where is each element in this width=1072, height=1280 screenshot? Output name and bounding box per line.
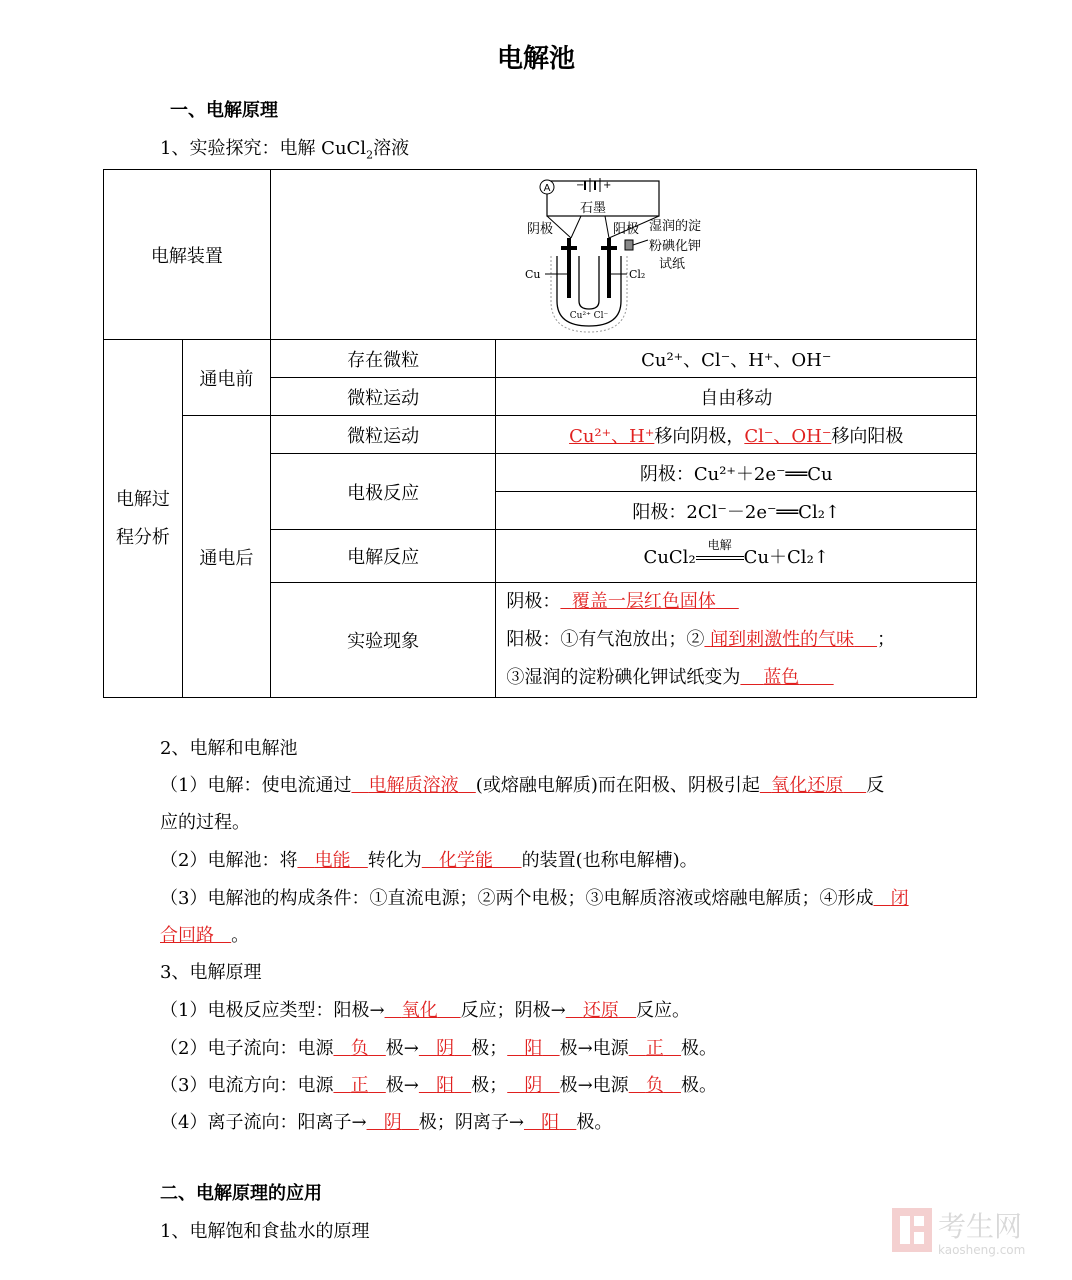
row-cathode-reaction: 阴极：Cu²⁺＋2e⁻══Cu — [496, 454, 977, 492]
section-heading-1: 一、电解原理 — [170, 100, 278, 121]
s3-heading: 3、电解原理 — [160, 962, 262, 983]
device-diagram-cell — [270, 170, 976, 340]
row-motion2-label: 微粒运动 — [270, 416, 496, 454]
row-phenomena-label: 实验现象 — [270, 583, 496, 698]
row-motion-label: 微粒运动 — [270, 378, 496, 416]
reaction-condition: 电解 — [707, 538, 732, 552]
s2-p2: （2）电解池：将 电能 转化为 化学能 的装置(也称电解槽)。 — [160, 850, 698, 871]
s3-l1: （1）电极反应类型：阳极→ 氧化 反应；阴极→ 还原 反应。 — [160, 1000, 691, 1021]
row-phenomena-value: 阴极： 覆盖一层红色固体 阳极：①有气泡放出；② 闻到刺激性的气味 ； ③湿润的淀粉碘化钾试纸变为 蓝色 — [496, 583, 977, 698]
cu-label: Cu — [525, 267, 541, 281]
page-title: 电解池 — [496, 44, 575, 74]
s2-p1: （1）电解：使电流通过 电解质溶液 (或熔融电解质)而在阳极、阴极引起 氧化还原 反 — [160, 775, 885, 796]
before-label: 通电前 — [182, 340, 270, 416]
after-label: 通电后 — [182, 416, 270, 698]
s2-p1-cont: 应的过程。 — [160, 812, 250, 833]
watermark-en: kaosheng.com — [938, 1243, 1026, 1257]
cathode-label: 阴极 — [527, 221, 554, 237]
row-motion2-value: Cu²⁺、H⁺移向阴极，Cl⁻、OH⁻移向阳极 — [496, 416, 977, 454]
analysis-table — [103, 169, 977, 698]
subheading-experiment: 1、实验探究：电解 CuCl$_2$溶液 — [160, 138, 410, 162]
s3-l3: （3）电流方向：电源 正 极→ 阳 极； 阴 极→电源 负 极。 — [160, 1075, 718, 1096]
s4-heading: 1、电解饱和食盐水的原理 — [160, 1221, 370, 1242]
s3-l4: （4）离子流向：阳离子→ 阴 极；阴离子→ 阳 极。 — [160, 1112, 613, 1133]
process-label: 电解过 程分析 — [104, 340, 183, 698]
s2-heading: 2、电解和电解池 — [160, 738, 298, 759]
row-electrode-label: 电极反应 — [270, 454, 496, 530]
watermark-logo — [890, 1202, 1050, 1262]
svg-text:+: + — [603, 179, 612, 191]
paper-label-1: 湿润的淀 — [649, 218, 702, 234]
graphite-label: 石墨 — [580, 200, 607, 216]
anode-label: 阳极 — [613, 221, 640, 237]
section-heading-2: 二、电解原理的应用 — [160, 1183, 322, 1204]
paper-label-3: 试纸 — [659, 256, 686, 272]
svg-text:−: − — [576, 179, 585, 191]
s2-p3-cont: 合回路 。 — [160, 925, 250, 946]
ammeter-label: A — [543, 182, 551, 194]
row-motion-value: 自由移动 — [496, 378, 977, 416]
row-anode-reaction: 阳极：2Cl⁻－2e⁻══Cl₂↑ — [496, 492, 977, 530]
ions-label: Cu²⁺ Cl⁻ — [570, 310, 609, 321]
row-existing-value: Cu²⁺、Cl⁻、H⁺、OH⁻ — [496, 340, 977, 378]
electrolysis-diagram — [523, 176, 723, 334]
cl2-label: Cl₂ — [629, 267, 646, 281]
watermark-cn: 考生网 — [938, 1210, 1023, 1243]
row-existing-label: 存在微粒 — [270, 340, 496, 378]
watermark-icon — [890, 1202, 1050, 1262]
s2-p3: （3）电解池的构成条件：①直流电源；②两个电极；③电解质溶液或熔融电解质；④形成 闭 — [160, 888, 909, 909]
device-label: 电解装置 — [104, 170, 271, 340]
row-overall-reaction: CuCl₂ 电解 Cu＋Cl₂↑ — [496, 530, 977, 583]
s3-l2: （2）电子流向：电源 负 极→ 阴 极； 阳 极→电源 正 极。 — [160, 1038, 718, 1059]
paper-label-2: 粉碘化钾 — [649, 238, 702, 254]
row-overall-label: 电解反应 — [270, 530, 496, 583]
